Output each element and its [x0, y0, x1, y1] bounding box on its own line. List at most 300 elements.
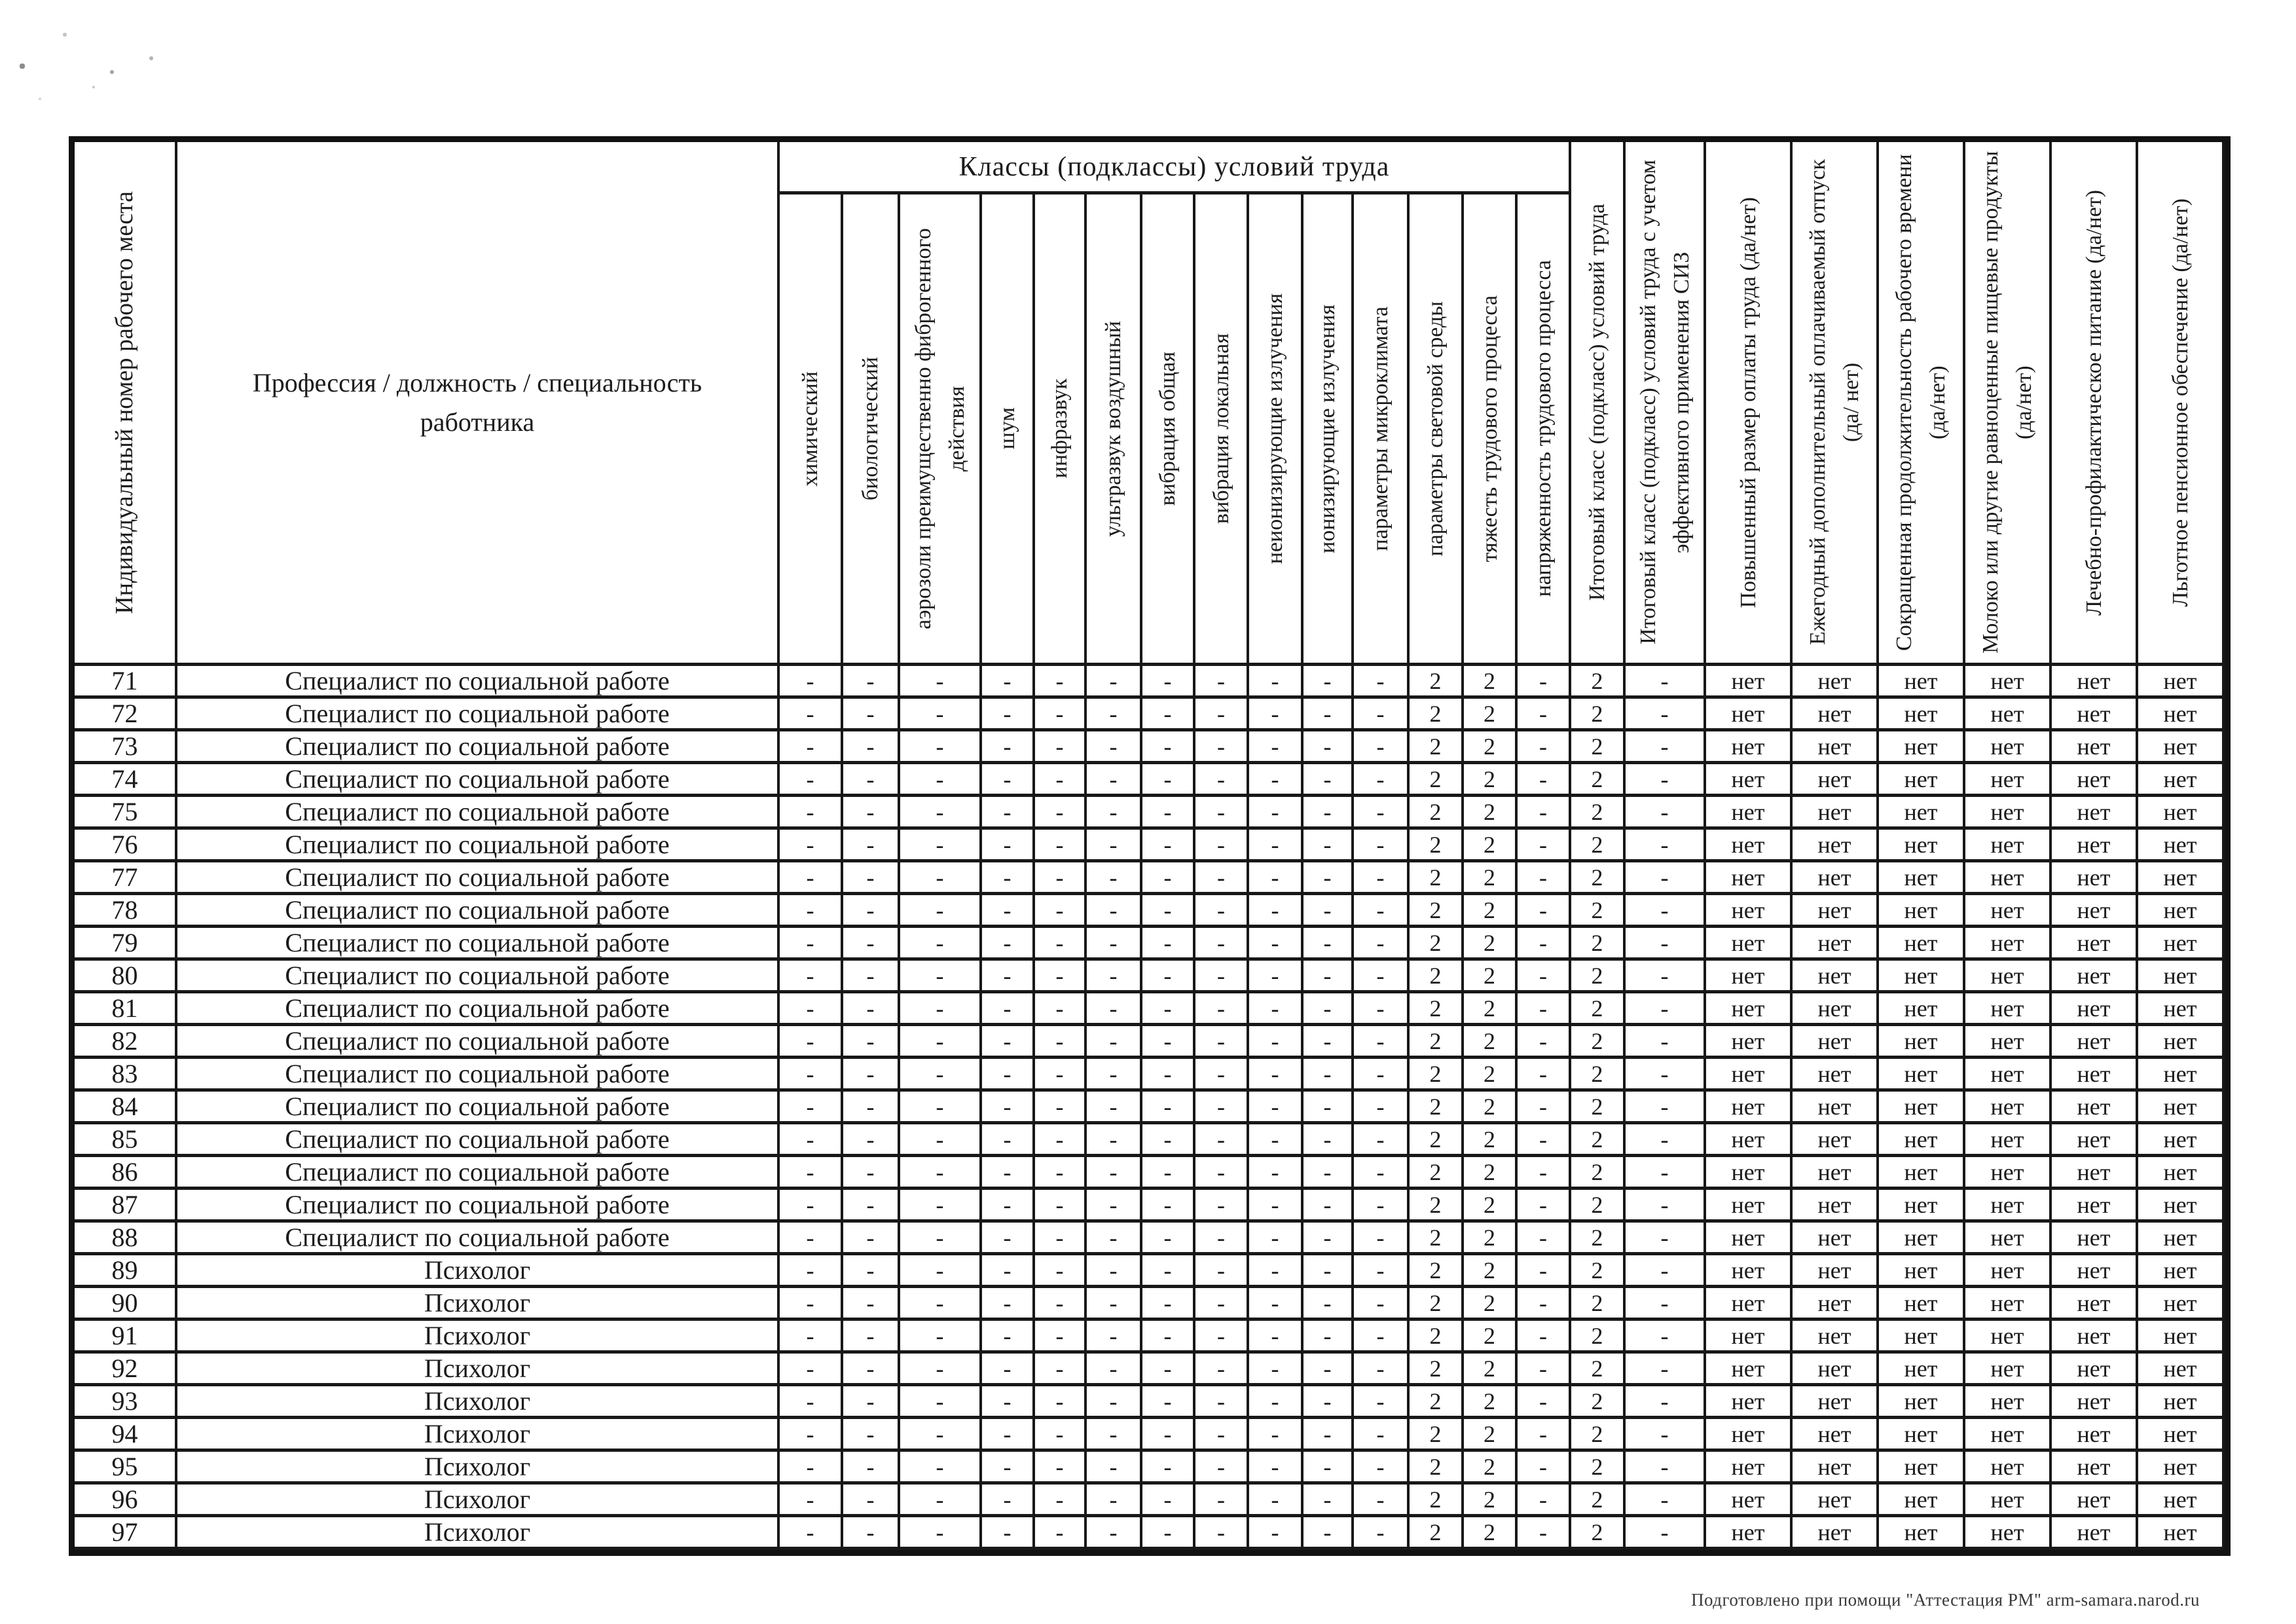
factor-class-cell: -: [1303, 1124, 1354, 1157]
benefit-cell: нет: [1879, 1157, 1965, 1190]
factor-class-cell: -: [1518, 1190, 1571, 1223]
factor-class-cell: -: [1249, 1321, 1303, 1354]
factor-class-cell: -: [1087, 1059, 1142, 1092]
factor-class-cell: -: [1249, 1157, 1303, 1190]
factor-class-cell: -: [1035, 1321, 1087, 1354]
final-class-siz-cell: -: [1626, 1223, 1706, 1255]
factor-class-cell: 2: [1410, 1485, 1464, 1517]
factor-class-cell: -: [982, 1255, 1035, 1288]
final-class-siz-cell: -: [1626, 797, 1706, 830]
factor-class-cell: -: [780, 1059, 843, 1092]
final-class-siz-cell: -: [1626, 1386, 1706, 1419]
profession-cell: Специалист по социальной работе: [177, 961, 780, 993]
header-benefit-leave-label: Ежегодный дополнительный оплачиваемый отпуск (да/ нет): [1806, 159, 1863, 646]
benefit-cell: нет: [1965, 797, 2052, 830]
factor-class-cell: -: [900, 1419, 982, 1452]
benefit-cell: нет: [1706, 1026, 1793, 1059]
factor-class-cell: -: [1303, 961, 1354, 993]
benefit-cell: нет: [1706, 1255, 1793, 1288]
header-benefit-pay: [1706, 142, 1793, 666]
factor-class-cell: -: [843, 1059, 900, 1092]
factor-class-cell: -: [1087, 1321, 1142, 1354]
factor-class-cell: -: [900, 1452, 982, 1485]
workplace-number-cell: 73: [75, 731, 177, 764]
factor-class-cell: -: [1035, 1419, 1087, 1452]
factor-class-cell: -: [1035, 797, 1087, 830]
factor-class-cell: -: [1518, 666, 1571, 699]
benefit-cell: нет: [1706, 1190, 1793, 1223]
benefit-cell: нет: [1879, 1255, 1965, 1288]
factor-class-cell: -: [1142, 830, 1195, 862]
benefit-cell: нет: [1706, 1354, 1793, 1386]
benefit-cell: нет: [1879, 1026, 1965, 1059]
benefit-cell: нет: [2052, 1485, 2138, 1517]
header-benefit-pension: [2138, 142, 2225, 666]
workplace-number-cell: 72: [75, 699, 177, 731]
benefit-cell: нет: [1706, 1419, 1793, 1452]
profession-cell: Специалист по социальной работе: [177, 764, 780, 797]
factor-class-cell: -: [780, 895, 843, 928]
benefit-cell: нет: [2138, 764, 2225, 797]
factor-class-cell: -: [1195, 1157, 1249, 1190]
factor-class-cell: -: [1303, 1288, 1354, 1321]
factor-class-cell: -: [843, 961, 900, 993]
benefit-cell: нет: [1879, 1386, 1965, 1419]
factor-class-cell: -: [1249, 666, 1303, 699]
header-factor-vibration-local-label: вибрация локальная: [1209, 333, 1233, 524]
factor-class-cell: -: [1142, 699, 1195, 731]
factor-class-cell: -: [1087, 1157, 1142, 1190]
factor-class-cell: -: [843, 1386, 900, 1419]
header-profession: [177, 142, 780, 666]
benefit-cell: нет: [1965, 993, 2052, 1026]
profession-cell: Специалист по социальной работе: [177, 1059, 780, 1092]
factor-class-cell: -: [780, 1026, 843, 1059]
factor-class-cell: -: [1142, 1190, 1195, 1223]
header-workplace-number: [75, 142, 177, 666]
factor-class-cell: -: [1518, 1026, 1571, 1059]
factor-class-cell: -: [900, 1485, 982, 1517]
factor-class-cell: -: [1354, 1517, 1410, 1550]
factor-class-cell: -: [1195, 1026, 1249, 1059]
factor-class-cell: -: [1249, 1386, 1303, 1419]
factor-class-cell: -: [1087, 895, 1142, 928]
factor-class-cell: -: [1142, 1092, 1195, 1124]
benefit-cell: нет: [1965, 928, 2052, 961]
factor-class-cell: -: [1142, 1485, 1195, 1517]
header-final-class-siz: [1626, 142, 1706, 666]
factor-class-cell: 2: [1410, 993, 1464, 1026]
benefit-cell: нет: [1793, 731, 1879, 764]
benefit-cell: нет: [1793, 1321, 1879, 1354]
factor-class-cell: -: [1249, 895, 1303, 928]
factor-class-cell: -: [780, 699, 843, 731]
benefit-cell: нет: [2052, 1124, 2138, 1157]
factor-class-cell: -: [900, 797, 982, 830]
factor-class-cell: -: [1303, 764, 1354, 797]
factor-class-cell: -: [900, 699, 982, 731]
factor-class-cell: -: [1195, 1190, 1249, 1223]
factor-class-cell: -: [843, 1354, 900, 1386]
benefit-cell: нет: [2138, 1288, 2225, 1321]
factor-class-cell: -: [1249, 1255, 1303, 1288]
factor-class-cell: 2: [1410, 764, 1464, 797]
benefit-cell: нет: [1965, 699, 2052, 731]
benefit-cell: нет: [1879, 830, 1965, 862]
factor-class-cell: 2: [1464, 1386, 1518, 1419]
header-factor-noise-label: шум: [995, 407, 1019, 450]
header-factor-intensity-label: напряженность трудового процесса: [1531, 260, 1556, 597]
header-factor-vibration-local: [1195, 194, 1249, 666]
factor-class-cell: -: [1303, 1354, 1354, 1386]
factor-class-cell: 2: [1464, 961, 1518, 993]
factor-class-cell: -: [982, 764, 1035, 797]
header-profession-label: Профессия / должность / специальность работника: [252, 367, 702, 437]
factor-class-cell: -: [1087, 1452, 1142, 1485]
final-class-siz-cell: -: [1626, 928, 1706, 961]
factor-class-cell: -: [900, 1255, 982, 1288]
benefit-cell: нет: [1965, 1354, 2052, 1386]
factor-class-cell: -: [1303, 1485, 1354, 1517]
benefit-cell: нет: [1706, 1517, 1793, 1550]
final-class-cell: 2: [1571, 1190, 1626, 1223]
factor-class-cell: -: [1087, 993, 1142, 1026]
profession-cell: Психолог: [177, 1452, 780, 1485]
factor-class-cell: -: [982, 1517, 1035, 1550]
benefit-cell: нет: [1706, 797, 1793, 830]
factor-class-cell: -: [1249, 862, 1303, 895]
workplace-number-cell: 94: [75, 1419, 177, 1452]
factor-class-cell: -: [1249, 1517, 1303, 1550]
final-class-cell: 2: [1571, 1026, 1626, 1059]
factor-class-cell: -: [1354, 1124, 1410, 1157]
factor-class-cell: -: [1249, 993, 1303, 1026]
benefit-cell: нет: [1793, 666, 1879, 699]
factor-class-cell: -: [1354, 1452, 1410, 1485]
final-class-cell: 2: [1571, 862, 1626, 895]
factor-class-cell: -: [900, 862, 982, 895]
factor-class-cell: -: [1195, 961, 1249, 993]
benefit-cell: нет: [1706, 961, 1793, 993]
factor-class-cell: -: [1249, 764, 1303, 797]
factor-class-cell: 2: [1464, 862, 1518, 895]
factor-class-cell: 2: [1464, 1485, 1518, 1517]
benefit-cell: нет: [1965, 961, 2052, 993]
benefit-cell: нет: [2052, 1190, 2138, 1223]
header-benefit-hours: [1879, 142, 1965, 666]
factor-class-cell: 2: [1410, 699, 1464, 731]
workplace-number-cell: 84: [75, 1092, 177, 1124]
benefit-cell: нет: [1793, 830, 1879, 862]
factor-class-cell: -: [1249, 1190, 1303, 1223]
factor-class-cell: 2: [1410, 1452, 1464, 1485]
factor-class-cell: -: [1303, 666, 1354, 699]
profession-cell: Специалист по социальной работе: [177, 1092, 780, 1124]
factor-class-cell: 2: [1410, 1321, 1464, 1354]
factor-class-cell: -: [1035, 1223, 1087, 1255]
benefit-cell: нет: [1793, 1190, 1879, 1223]
benefit-cell: нет: [1793, 1124, 1879, 1157]
factor-class-cell: -: [1035, 731, 1087, 764]
factor-class-cell: 2: [1410, 1190, 1464, 1223]
workplace-number-cell: 96: [75, 1485, 177, 1517]
factor-class-cell: -: [1303, 862, 1354, 895]
factor-class-cell: -: [1249, 1059, 1303, 1092]
final-class-cell: 2: [1571, 1059, 1626, 1092]
benefit-cell: нет: [1879, 928, 1965, 961]
factor-class-cell: -: [1035, 1059, 1087, 1092]
workplace-number-cell: 87: [75, 1190, 177, 1223]
factor-class-cell: 2: [1410, 1026, 1464, 1059]
factor-class-cell: -: [982, 1354, 1035, 1386]
factor-class-cell: -: [1249, 797, 1303, 830]
factor-class-cell: -: [982, 928, 1035, 961]
factor-class-cell: -: [982, 1223, 1035, 1255]
final-class-cell: 2: [1571, 731, 1626, 764]
factor-class-cell: -: [1035, 1386, 1087, 1419]
final-class-cell: 2: [1571, 1321, 1626, 1354]
final-class-cell: 2: [1571, 1157, 1626, 1190]
benefit-cell: нет: [1965, 731, 2052, 764]
factor-class-cell: -: [1035, 1124, 1087, 1157]
header-benefit-food: [2052, 142, 2138, 666]
factor-class-cell: -: [780, 731, 843, 764]
factor-class-cell: -: [982, 1190, 1035, 1223]
factor-class-cell: -: [1518, 1255, 1571, 1288]
benefit-cell: нет: [2138, 1223, 2225, 1255]
header-factor-chemical-label: химический: [798, 371, 822, 487]
benefit-cell: нет: [1706, 666, 1793, 699]
factor-class-cell: -: [1518, 1157, 1571, 1190]
benefit-cell: нет: [1879, 1092, 1965, 1124]
workplace-number-cell: 95: [75, 1452, 177, 1485]
benefit-cell: нет: [1793, 1354, 1879, 1386]
header-benefit-hours-label: Сокращенная продолжительность рабочего времени (да/нет): [1892, 154, 1950, 651]
benefit-cell: нет: [1793, 797, 1879, 830]
header-factor-infrasound: [1035, 194, 1087, 666]
factor-class-cell: 2: [1464, 1157, 1518, 1190]
benefit-cell: нет: [1965, 1059, 2052, 1092]
final-class-siz-cell: -: [1626, 764, 1706, 797]
factor-class-cell: -: [1035, 1452, 1087, 1485]
benefit-cell: нет: [1793, 1485, 1879, 1517]
factor-class-cell: -: [1195, 699, 1249, 731]
factor-class-cell: -: [843, 1485, 900, 1517]
factor-class-cell: -: [843, 731, 900, 764]
factor-class-cell: -: [982, 731, 1035, 764]
factor-class-cell: -: [1087, 699, 1142, 731]
factor-class-cell: -: [1354, 1255, 1410, 1288]
factor-class-cell: -: [1195, 1386, 1249, 1419]
factor-class-cell: 2: [1464, 1190, 1518, 1223]
factor-class-cell: -: [1249, 1354, 1303, 1386]
factor-class-cell: 2: [1410, 1059, 1464, 1092]
factor-class-cell: -: [1035, 830, 1087, 862]
factor-class-cell: -: [1354, 961, 1410, 993]
factor-class-cell: -: [1142, 1354, 1195, 1386]
benefit-cell: нет: [1879, 1354, 1965, 1386]
factor-class-cell: -: [843, 928, 900, 961]
workplace-number-cell: 89: [75, 1255, 177, 1288]
benefit-cell: нет: [1793, 1255, 1879, 1288]
profession-cell: Специалист по социальной работе: [177, 666, 780, 699]
final-class-cell: 2: [1571, 1223, 1626, 1255]
factor-class-cell: -: [982, 1059, 1035, 1092]
factor-class-cell: -: [1249, 731, 1303, 764]
factor-class-cell: -: [1249, 1092, 1303, 1124]
factor-class-cell: -: [1142, 1419, 1195, 1452]
factor-class-cell: -: [843, 1124, 900, 1157]
profession-cell: Специалист по социальной работе: [177, 699, 780, 731]
benefit-cell: нет: [1793, 1419, 1879, 1452]
factor-class-cell: -: [780, 1354, 843, 1386]
benefit-cell: нет: [2052, 928, 2138, 961]
factor-class-cell: -: [780, 830, 843, 862]
final-class-cell: 2: [1571, 1386, 1626, 1419]
factor-class-cell: -: [1354, 993, 1410, 1026]
benefit-cell: нет: [1793, 895, 1879, 928]
factor-class-cell: -: [1142, 895, 1195, 928]
benefit-cell: нет: [1793, 961, 1879, 993]
profession-cell: Специалист по социальной работе: [177, 830, 780, 862]
final-class-siz-cell: -: [1626, 1124, 1706, 1157]
factor-class-cell: -: [1518, 1354, 1571, 1386]
benefit-cell: нет: [2052, 862, 2138, 895]
header-factor-light: [1410, 194, 1464, 666]
factor-class-cell: -: [1303, 699, 1354, 731]
benefit-cell: нет: [1965, 1452, 2052, 1485]
factor-class-cell: -: [843, 1288, 900, 1321]
factor-class-cell: -: [1249, 1026, 1303, 1059]
header-factor-nonionizing-label: неионизирующие излучения: [1263, 293, 1287, 564]
factor-class-cell: -: [1142, 1223, 1195, 1255]
factor-class-cell: -: [843, 830, 900, 862]
factor-class-cell: -: [1354, 1288, 1410, 1321]
factor-class-cell: -: [780, 1255, 843, 1288]
factor-class-cell: -: [1518, 961, 1571, 993]
benefit-cell: нет: [1706, 1223, 1793, 1255]
factor-class-cell: 2: [1464, 1321, 1518, 1354]
factor-class-cell: -: [1518, 1517, 1571, 1550]
benefit-cell: нет: [1879, 797, 1965, 830]
header-factor-infrasound-label: инфразвук: [1048, 378, 1072, 479]
workplace-number-cell: 78: [75, 895, 177, 928]
factor-class-cell: -: [1195, 1419, 1249, 1452]
factor-class-cell: -: [1087, 666, 1142, 699]
factor-class-cell: -: [1354, 830, 1410, 862]
final-class-siz-cell: -: [1626, 1321, 1706, 1354]
header-group-classes-label: Классы (подклассы) условий труда: [958, 151, 1390, 182]
factor-class-cell: -: [1035, 764, 1087, 797]
factor-class-cell: -: [900, 1321, 982, 1354]
header-final-class: [1571, 142, 1626, 666]
header-factor-intensity: [1518, 194, 1571, 666]
factor-class-cell: -: [780, 1517, 843, 1550]
header-factor-severity-label: тяжесть трудового процесса: [1477, 295, 1502, 563]
factor-class-cell: -: [1087, 1288, 1142, 1321]
factor-class-cell: -: [843, 666, 900, 699]
factor-class-cell: 2: [1410, 731, 1464, 764]
workplace-number-cell: 77: [75, 862, 177, 895]
factor-class-cell: -: [1303, 1419, 1354, 1452]
factor-class-cell: 2: [1410, 1223, 1464, 1255]
factor-class-cell: -: [1035, 1157, 1087, 1190]
header-factor-ultrasound-label: ультразвук воздушный: [1101, 320, 1125, 537]
benefit-cell: нет: [2138, 1092, 2225, 1124]
factor-class-cell: -: [900, 1386, 982, 1419]
factor-class-cell: -: [900, 993, 982, 1026]
factor-class-cell: 2: [1410, 1124, 1464, 1157]
benefit-cell: нет: [1965, 1321, 2052, 1354]
final-class-siz-cell: -: [1626, 1026, 1706, 1059]
benefit-cell: нет: [2138, 1124, 2225, 1157]
factor-class-cell: -: [1249, 1288, 1303, 1321]
factor-class-cell: -: [1195, 1255, 1249, 1288]
factor-class-cell: -: [1087, 1386, 1142, 1419]
factor-class-cell: -: [780, 1223, 843, 1255]
benefit-cell: нет: [1706, 1059, 1793, 1092]
profession-cell: Психолог: [177, 1419, 780, 1452]
factor-class-cell: -: [1518, 1288, 1571, 1321]
factor-class-cell: 2: [1410, 797, 1464, 830]
factor-class-cell: -: [1195, 764, 1249, 797]
final-class-cell: 2: [1571, 961, 1626, 993]
header-factor-ionizing: [1303, 194, 1354, 666]
benefit-cell: нет: [1879, 1517, 1965, 1550]
benefit-cell: нет: [2138, 961, 2225, 993]
workplace-number-cell: 74: [75, 764, 177, 797]
final-class-siz-cell: -: [1626, 1092, 1706, 1124]
benefit-cell: нет: [1706, 895, 1793, 928]
factor-class-cell: -: [1035, 1092, 1087, 1124]
workplace-number-cell: 75: [75, 797, 177, 830]
benefit-cell: нет: [1879, 993, 1965, 1026]
factor-class-cell: -: [1518, 1321, 1571, 1354]
factor-class-cell: -: [1518, 928, 1571, 961]
factor-class-cell: -: [1354, 1190, 1410, 1223]
benefit-cell: нет: [1793, 699, 1879, 731]
factor-class-cell: -: [900, 666, 982, 699]
profession-cell: Психолог: [177, 1386, 780, 1419]
final-class-siz-cell: -: [1626, 1288, 1706, 1321]
final-class-siz-cell: -: [1626, 1059, 1706, 1092]
benefit-cell: нет: [2138, 666, 2225, 699]
profession-cell: Психолог: [177, 1517, 780, 1550]
benefit-cell: нет: [1965, 830, 2052, 862]
factor-class-cell: -: [1087, 1026, 1142, 1059]
factor-class-cell: -: [1518, 895, 1571, 928]
benefit-cell: нет: [1879, 961, 1965, 993]
workplace-number-cell: 71: [75, 666, 177, 699]
benefit-cell: нет: [1793, 1517, 1879, 1550]
benefit-cell: нет: [2138, 1059, 2225, 1092]
header-factor-aerosols: [900, 194, 982, 666]
factor-class-cell: -: [1087, 1485, 1142, 1517]
factor-class-cell: -: [1303, 731, 1354, 764]
header-factor-severity: [1464, 194, 1518, 666]
factor-class-cell: -: [843, 1255, 900, 1288]
final-class-siz-cell: -: [1626, 1157, 1706, 1190]
benefit-cell: нет: [1793, 862, 1879, 895]
factor-class-cell: -: [1195, 1223, 1249, 1255]
profession-cell: Специалист по социальной работе: [177, 1190, 780, 1223]
factor-class-cell: -: [1195, 1288, 1249, 1321]
benefit-cell: нет: [1879, 1419, 1965, 1452]
factor-class-cell: -: [780, 993, 843, 1026]
factor-class-cell: -: [1035, 961, 1087, 993]
factor-class-cell: -: [1303, 895, 1354, 928]
benefit-cell: нет: [1706, 830, 1793, 862]
